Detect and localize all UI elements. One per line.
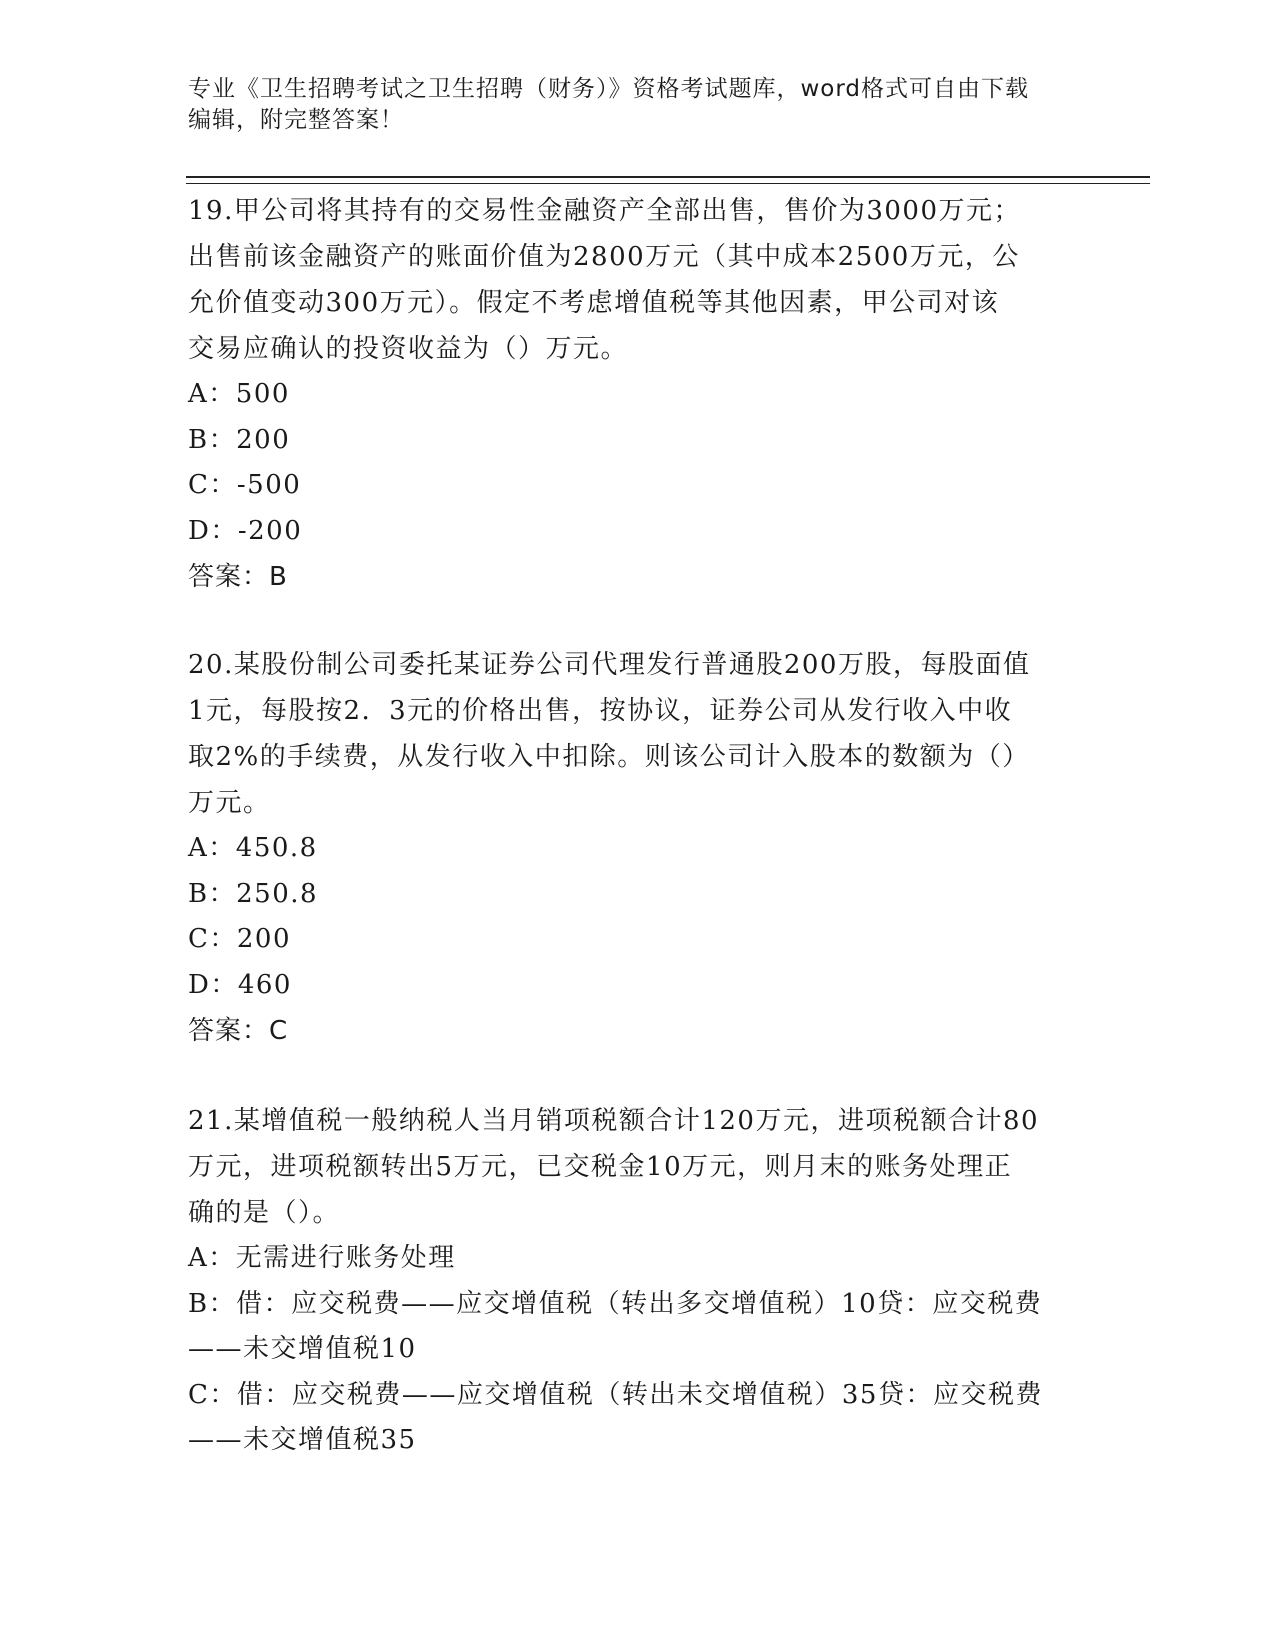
header-line-2: 编辑，附完整答案！ bbox=[188, 107, 404, 133]
question-21-option-c: C：借：应交税费——应交增值税（转出未交增值税）35贷：应交税费 bbox=[188, 1379, 1043, 1410]
question-19-option-c: C：-500 bbox=[188, 470, 302, 500]
header-divider-thin bbox=[186, 183, 1150, 184]
question-19 bbox=[188, 188, 1088, 600]
question-21-option-a: A：无需进行账务处理 bbox=[188, 1243, 456, 1273]
question-20-line-2: 1元，每股按2．3元的价格出售，按协议，证券公司从发行收入中收 bbox=[188, 696, 1013, 726]
question-19-answer: 答案：B bbox=[188, 562, 288, 592]
question-20-answer: 答案：C bbox=[188, 1016, 289, 1046]
question-19-line-4: 交易应确认的投资收益为（）万元。 bbox=[188, 334, 629, 364]
question-20-line-1: 20.某股份制公司委托某证券公司代理发行普通股200万股，每股面值 bbox=[188, 650, 1031, 680]
document-header bbox=[188, 74, 1088, 136]
question-21-option-b-continued: ——未交增值税10 bbox=[188, 1334, 417, 1364]
question-21 bbox=[188, 1098, 1088, 1464]
question-21-option-c-continued: ——未交增值税35 bbox=[188, 1425, 417, 1455]
question-21-line-2: 万元，进项税额转出5万元，已交税金10万元，则月末的账务处理正 bbox=[188, 1152, 1013, 1182]
question-19-option-b: B：200 bbox=[188, 424, 291, 455]
question-19-option-d: D：-200 bbox=[188, 515, 303, 546]
question-20-line-4: 万元。 bbox=[188, 788, 271, 818]
question-20-line-3: 取2%的手续费，从发行收入中扣除。则该公司计入股本的数额为（） bbox=[188, 742, 1030, 772]
question-20 bbox=[188, 642, 1088, 1054]
question-20-option-c: C：200 bbox=[188, 924, 292, 954]
question-21-line-1: 21.某增值税一般纳税人当月销项税额合计120万元，进项税额合计80 bbox=[188, 1106, 1040, 1136]
header-line-1: 专业《卫生招聘考试之卫生招聘（财务）》资格考试题库，word格式可自由下载 bbox=[188, 76, 1030, 102]
question-20-option-d: D：460 bbox=[188, 969, 292, 1000]
question-19-line-3: 允价值变动300万元）。假定不考虑增值税等其他因素，甲公司对该 bbox=[188, 288, 1000, 318]
question-21-option-b: B：借：应交税费——应交增值税（转出多交增值税）10贷：应交税费 bbox=[188, 1288, 1043, 1319]
question-19-line-1: 19.甲公司将其持有的交易性金融资产全部出售，售价为3000万元； bbox=[188, 196, 1022, 226]
question-21-line-3: 确的是（）。 bbox=[188, 1198, 341, 1228]
question-19-option-a: A：500 bbox=[188, 379, 290, 409]
question-20-option-a: A：450.8 bbox=[188, 833, 318, 863]
question-20-option-b: B：250.8 bbox=[188, 878, 319, 909]
header-divider-thick bbox=[186, 176, 1150, 178]
question-19-line-2: 出售前该金融资产的账面价值为2800万元（其中成本2500万元，公 bbox=[188, 242, 1020, 272]
